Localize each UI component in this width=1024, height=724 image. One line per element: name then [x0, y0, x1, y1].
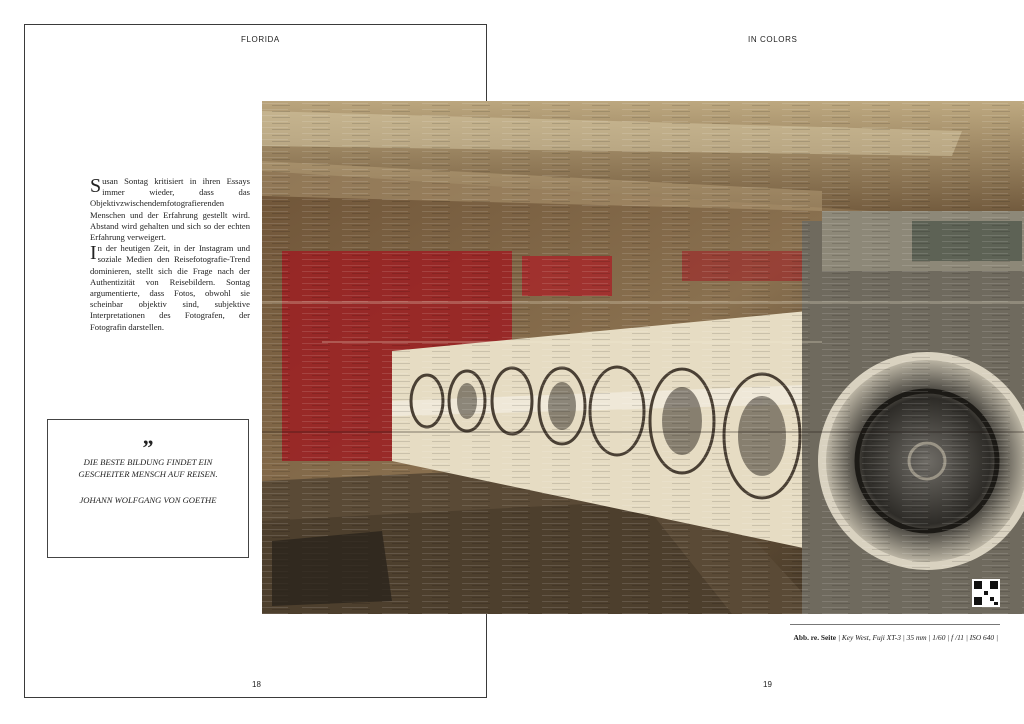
photo-caption [700, 633, 998, 642]
quotation-mark-icon: ” [142, 435, 154, 460]
page-number-left: 18 [252, 680, 261, 689]
photo-illustration [262, 101, 1024, 614]
paragraph-2: In der heutigen Zeit, in der Instagram und soziale Medien den Reisefotografie-Trend dominieren, stellt sich die Frage nach der Authentizität von Reisebildern. Sontag argumentierte, dass Fotos, obwohl sie scheinbar objektiv sind, subjektive Interpretationen des Fotografen, der Fotografin darstellen. [90, 242, 250, 332]
paragraph-1: Susan Sontag kritisiert in ihren Essays immer wieder, dass das Objektivzwischendemfotografierenden Menschen und der Erfahrung gestellt wird. Abstand wird gehalten und sich so der echten Erfahrung verweigert. [90, 175, 250, 243]
laundromat-photo [262, 101, 1024, 614]
quote-text: DIE BESTE BILDUNG FINDET EIN GESCHEITER MENSCH AUF REISEN. [78, 457, 218, 479]
quote-author: JOHANN WOLFGANG VON GOETHE [79, 495, 217, 505]
qr-code-icon [972, 579, 1000, 607]
article-body [90, 176, 250, 333]
caption-rule [790, 624, 1000, 625]
caption-label: Abb. re. Seite [793, 633, 837, 642]
page-number-right: 19 [763, 680, 772, 689]
pull-quote-box [47, 419, 249, 558]
caption-details: | Key West, Fuji XT-3 | 35 mm | 1/60 | f /11 | ISO 640 | [836, 633, 998, 642]
running-head-left: FLORIDA [241, 35, 280, 44]
running-head-right: IN COLORS [748, 35, 798, 44]
